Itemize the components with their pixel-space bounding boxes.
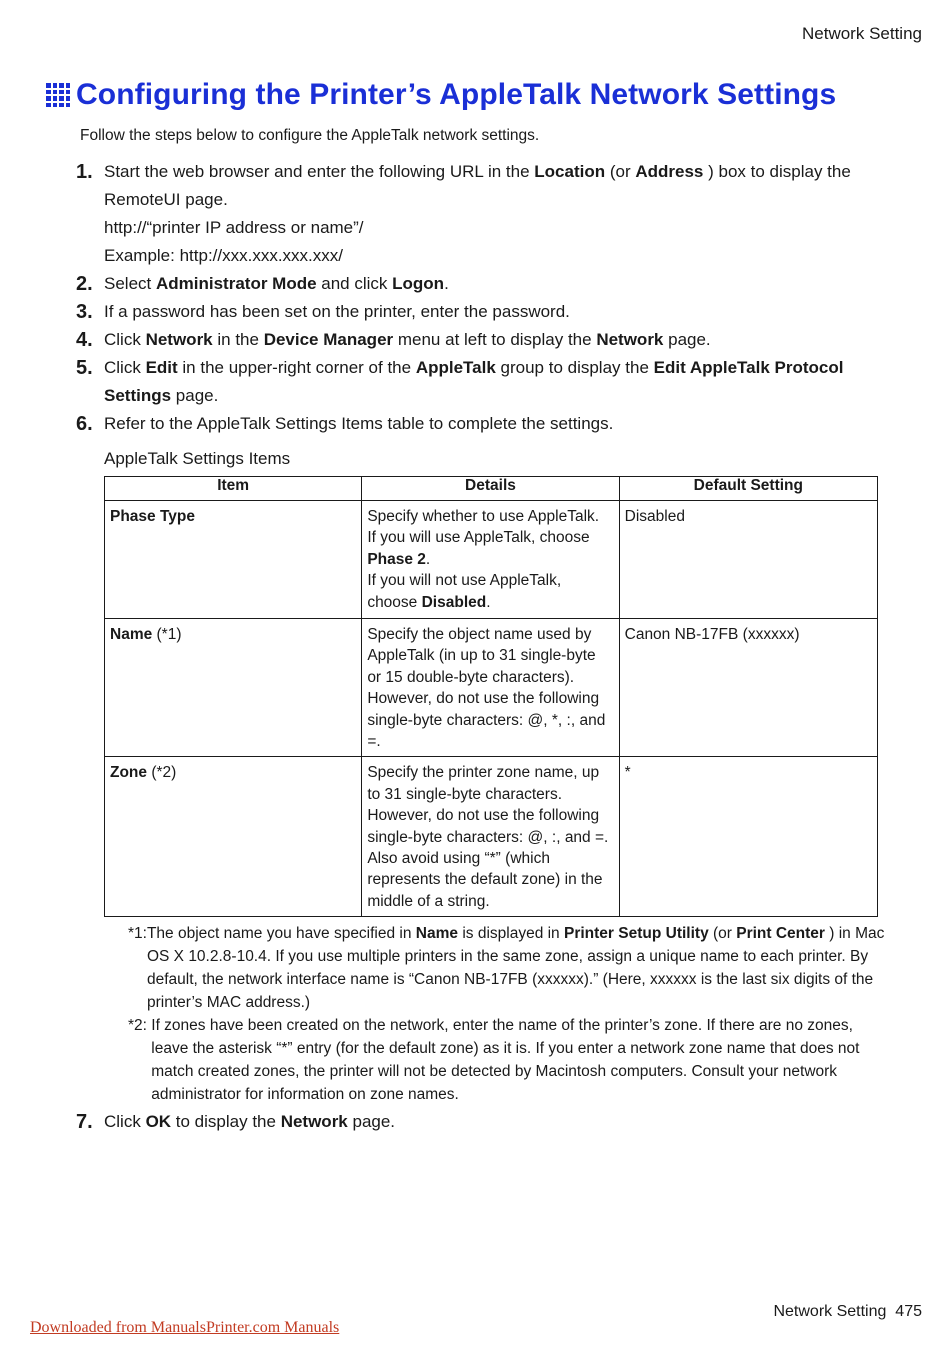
grid-icon (46, 83, 70, 107)
running-header: Network Setting (802, 24, 922, 43)
download-source-link[interactable]: Downloaded from ManualsPrinter.com Manuals (30, 1319, 340, 1336)
step-number: 4. (76, 329, 93, 351)
footnotes (128, 922, 888, 1106)
step-number: 6. (76, 413, 93, 435)
table-row (105, 619, 878, 757)
details-cell: Specify the object name used by AppleTalk (in up to 31 single-byte or 15 double-byte characters). However, do not use the following single-byte characters: @, *, :, and =. (362, 619, 619, 757)
default-cell: * (619, 757, 877, 917)
settings-table (104, 476, 878, 917)
step-1 (76, 158, 896, 214)
step-text: Click Edit in the upper-right corner of the AppleTalk group to display the Edit AppleTalk Protocol Settings page. (104, 358, 844, 405)
table-row (105, 501, 878, 619)
step-text: Click OK to display the Network page. (104, 1112, 396, 1131)
step-7 (76, 1108, 896, 1136)
item-cell: Name (*1) (105, 619, 362, 757)
footnote-2 (128, 1014, 888, 1106)
step-3 (76, 298, 896, 326)
step-number: 5. (76, 357, 93, 379)
table-row (105, 757, 878, 917)
step-text: Refer to the AppleTalk Settings Items table to complete the settings. (104, 414, 614, 433)
table-header-row (105, 477, 878, 501)
step-text: Start the web browser and enter the following URL in the Location (or Address ) box to display the RemoteUI page. (104, 162, 851, 209)
page-title: Configuring the Printer’s AppleTalk Network Settings (76, 78, 837, 111)
item-cell: Phase Type (105, 501, 362, 619)
default-cell: Canon NB-17FB (xxxxxx) (619, 619, 877, 757)
default-cell: Disabled (619, 501, 877, 619)
intro-text: Follow the steps below to configure the AppleTalk network settings. (80, 127, 540, 144)
step-2 (76, 270, 896, 298)
step-4 (76, 326, 896, 354)
footnote-text: The object name you have specified in Name is displayed in Printer Setup Utility (or Print Center ) in Mac OS X 10.2.8-10.4. If you use multiple printers in the same zone, assign a unique name to each printer. By default, the network interface name is “Canon NB-17FB (xxxxxx).” (Here, xxxxxx is the last six digits of the printer’s MAC address.) (146, 925, 885, 1011)
footnote-text: If zones have been created on the network, enter the name of the printer’s zone. If there are no zones, leave the asterisk “*” entry (for the default zone) as it is. If you enter a network zone name that does not match created zones, the printer will not be detected by Macintosh computers. Consult your network administrator for information on zone names. (151, 1017, 860, 1103)
steps-list (76, 158, 896, 438)
step-number: 3. (76, 301, 93, 323)
footer-section: Network Setting (773, 1303, 887, 1320)
column-header: Default Setting (619, 477, 877, 501)
url-example: Example: http://xxx.xxx.xxx.xxx/ (104, 246, 344, 265)
footnote-mark: *1: (128, 925, 147, 942)
step-6 (76, 410, 896, 438)
step-number: 7. (76, 1111, 93, 1133)
steps-list-continued (76, 1108, 896, 1136)
item-cell: Zone (*2) (105, 757, 362, 917)
table-caption: AppleTalk Settings Items (104, 449, 291, 468)
footnote-mark: *2: (128, 1017, 152, 1034)
step-text: If a password has been set on the printer, enter the password. (104, 302, 570, 321)
details-cell: Specify whether to use AppleTalk. If you will use AppleTalk, choose Phase 2. If you will not use AppleTalk, choose Disabled. (362, 501, 619, 619)
step-number: 1. (76, 161, 93, 183)
footnote-1 (128, 922, 888, 1014)
column-header: Details (362, 477, 619, 501)
url-format: http://“printer IP address or name”/ (104, 218, 364, 237)
details-cell: Specify the printer zone name, up to 31 single-byte characters. However, do not use the following single-byte characters: @, :, and =. Also avoid using “*” (which represents the default zone) in the middle of a string. (362, 757, 619, 917)
page-number: 475 (895, 1303, 922, 1320)
step-text: Select Administrator Mode and click Logon. (104, 274, 449, 293)
page-footer (773, 1303, 922, 1321)
step-text: Click Network in the Device Manager menu at left to display the Network page. (104, 330, 711, 349)
title-row (46, 78, 836, 112)
column-header: Item (105, 477, 362, 501)
step-5 (76, 354, 896, 410)
step-number: 2. (76, 273, 93, 295)
